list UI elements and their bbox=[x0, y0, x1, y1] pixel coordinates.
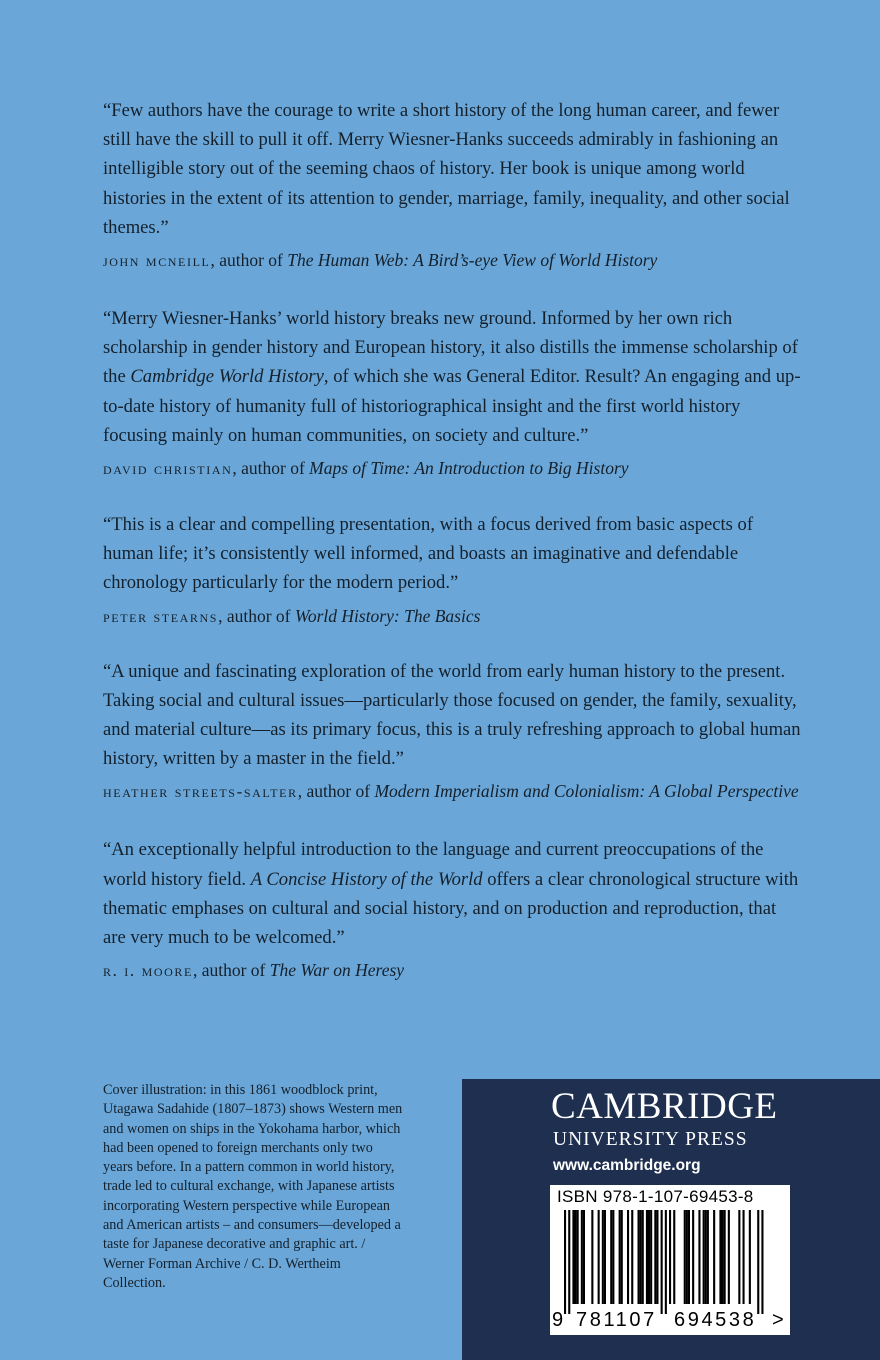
endorsement-christian bbox=[103, 304, 803, 482]
author-name: john mcneill bbox=[103, 251, 211, 271]
attribution-prefix: , author of bbox=[297, 781, 375, 802]
author-work: World History: The Basics bbox=[294, 605, 481, 626]
quote-attribution bbox=[103, 247, 803, 274]
barcode-bar bbox=[642, 1210, 644, 1304]
barcode-bar bbox=[686, 1210, 688, 1304]
barcode-bar bbox=[627, 1210, 629, 1304]
publisher-subtitle: UNIVERSITY PRESS bbox=[553, 1129, 748, 1150]
barcode-group-2: 694538 bbox=[674, 1309, 757, 1331]
author-work: Maps of Time: An Introduction to Big History bbox=[309, 458, 629, 479]
quote-text: “This is a clear and compelling presentation, with a focus derived from basic aspects of human life; it’s consistently well informed, and boasts an imaginative and defendable chronology particularly for the modern period.” bbox=[103, 514, 754, 594]
quote-text-part: “An exceptionally helpful introduction to the language and current preoccupations of the world history field. bbox=[103, 839, 764, 890]
author-name: peter stearns bbox=[103, 606, 219, 626]
quote-attribution bbox=[103, 603, 803, 630]
barcode-bar bbox=[640, 1210, 642, 1304]
barcode-arrow: > bbox=[772, 1309, 784, 1331]
endorsement-streets-salter bbox=[103, 657, 803, 806]
barcode-bar bbox=[719, 1210, 721, 1304]
quote-text: “Few authors have the courage to write a short history of the long human career, and fewer still have the skill to pull it off. Merry Wiesner-Hanks succeeds admirably in fashioning an intelligible story out of the seeming chaos of history. Her book is unique among world histories in the extent of its attention to gender, marriage, family, inequality, and other social themes.” bbox=[103, 100, 790, 238]
barcode-bar bbox=[684, 1210, 686, 1304]
attribution-prefix: , author of bbox=[210, 250, 288, 271]
quote-text: “A unique and fascinating exploration of the world from early human history to the present. Taking social and cultural issues—particularly those focused on gender, the family, sexuality, and material culture—as its primary focus, this is a truly refreshing approach to global human history, written by a master in the field.” bbox=[103, 660, 801, 770]
barcode-bar bbox=[568, 1210, 570, 1314]
barcode-bar bbox=[577, 1210, 579, 1304]
barcode-bar bbox=[654, 1210, 656, 1304]
barcode-lead-digit: 9 bbox=[552, 1309, 564, 1331]
barcode-bar bbox=[692, 1210, 694, 1304]
barcode-bar bbox=[583, 1210, 585, 1304]
barcode-bar bbox=[673, 1210, 675, 1304]
barcode-bar bbox=[602, 1210, 604, 1304]
quote-text bbox=[103, 304, 803, 450]
barcode-bar bbox=[749, 1210, 751, 1304]
quote-text-part: “Merry Wiesner-Hanks’ world history breaks new ground. Informed by her own rich scholarship in gender history and European history, it also distills the immense scholarship of the bbox=[103, 308, 798, 388]
endorsement-moore bbox=[103, 835, 803, 984]
barcode-bar bbox=[631, 1210, 633, 1304]
barcode-group-1: 781107 bbox=[576, 1309, 657, 1331]
barcode-bar bbox=[646, 1210, 648, 1304]
author-work: The Human Web: A Bird’s-eye View of World History bbox=[287, 250, 658, 271]
barcode-bar bbox=[648, 1210, 650, 1304]
quote-attribution bbox=[103, 778, 803, 805]
quote-text-part: , of which she was General Editor. Result? An engaging and up-to-date history of humanity full of historiographical insight and the first world history focusing mainly on human communities, on society and culture.” bbox=[103, 366, 801, 446]
publisher-url: www.cambridge.org bbox=[553, 1157, 701, 1174]
barcode-bar bbox=[665, 1210, 667, 1314]
barcode-bar bbox=[564, 1210, 566, 1314]
barcode-bar bbox=[621, 1210, 623, 1304]
author-work: Modern Imperialism and Colonialism: A Global Perspective bbox=[374, 781, 799, 802]
barcode-bar bbox=[669, 1210, 671, 1304]
barcode-bar bbox=[575, 1210, 577, 1304]
quote-text bbox=[103, 835, 803, 952]
endorsement-mcneill bbox=[103, 96, 803, 274]
author-work: The War on Heresy bbox=[269, 960, 405, 981]
barcode-bar bbox=[650, 1210, 652, 1304]
attribution-prefix: , author of bbox=[218, 605, 295, 626]
barcode-bar bbox=[698, 1210, 700, 1304]
barcode-bar bbox=[724, 1210, 726, 1304]
quote-italic-title: A Concise History of the World bbox=[250, 868, 483, 890]
quote-italic-title: Cambridge World History bbox=[130, 366, 324, 388]
barcode-bar bbox=[656, 1210, 658, 1304]
author-name: david christian bbox=[103, 459, 233, 479]
endorsement-stearns bbox=[103, 510, 803, 630]
barcode-bar bbox=[713, 1210, 715, 1304]
barcode-bar bbox=[705, 1210, 707, 1304]
quote-attribution bbox=[103, 957, 803, 984]
barcode-bar bbox=[703, 1210, 705, 1304]
barcode-bar bbox=[610, 1210, 612, 1304]
attribution-prefix: , author of bbox=[192, 960, 270, 981]
quote-attribution bbox=[103, 455, 803, 482]
cover-illustration-credit: Cover illustration: in this 1861 woodblock print, Utagawa Sadahide (1807–1873) shows Western men and women on ships in the Yokohama harbor, which had been opened to foreign merchants only two years before. In a pattern common in world history, trade led to cultural exchange, with Japanese artists incorporating Western perspective while European and American artists – and consumers—developed a taste for Japanese decorative and graphic art. / Werner Forman Archive / C. D. Wertheim Collection. bbox=[103, 1082, 403, 1291]
endorsements bbox=[103, 96, 803, 1012]
author-name: heather streets-salter bbox=[103, 782, 298, 802]
barcode-bar bbox=[598, 1210, 600, 1304]
barcode-bar bbox=[661, 1210, 663, 1314]
author-name: r. i. moore bbox=[103, 961, 193, 981]
barcode-bar bbox=[738, 1210, 740, 1304]
barcode-bar bbox=[707, 1210, 709, 1304]
barcode-bar bbox=[743, 1210, 745, 1304]
barcode-bar bbox=[638, 1210, 640, 1304]
attribution-prefix: , author of bbox=[232, 458, 310, 479]
isbn-label: ISBN 978-1-107-69453-8 bbox=[557, 1187, 754, 1206]
barcode-bar bbox=[572, 1210, 574, 1304]
barcode-bar bbox=[591, 1210, 593, 1304]
barcode-bar bbox=[581, 1210, 583, 1304]
quote-text-part: offers a clear chronological structure with thematic emphases on cultural and social history, and on production and reproduction, that are very much to be welcomed.” bbox=[103, 868, 799, 949]
barcode-bar bbox=[612, 1210, 614, 1304]
barcode-bar bbox=[722, 1210, 724, 1304]
barcode-bar bbox=[604, 1210, 606, 1304]
barcode-panel bbox=[550, 1185, 790, 1335]
barcode-bar bbox=[619, 1210, 621, 1304]
barcode-icon bbox=[564, 1210, 776, 1314]
publisher-name: CAMBRIDGE bbox=[551, 1086, 778, 1127]
barcode-bar bbox=[728, 1210, 730, 1304]
barcode-bar bbox=[761, 1210, 763, 1314]
barcode-bar bbox=[688, 1210, 690, 1304]
barcode-bar bbox=[757, 1210, 759, 1314]
